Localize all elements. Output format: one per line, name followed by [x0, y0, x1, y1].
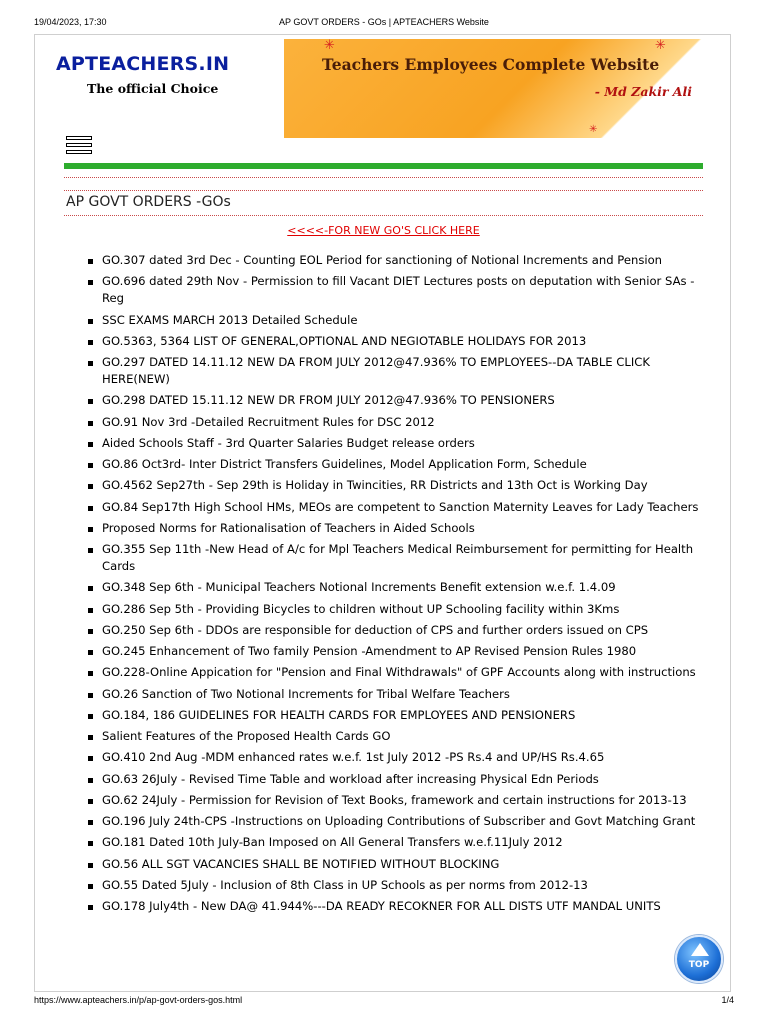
go-list-item[interactable]: GO.298 DATED 15.11.12 NEW DR FROM JULY 2012@47.936% TO PENSIONERS	[87, 392, 715, 409]
arrow-up-icon	[691, 943, 709, 956]
go-list	[87, 252, 715, 919]
print-datetime: 19/04/2023, 17:30	[34, 17, 107, 27]
site-logo[interactable]: APTEACHERS.IN	[56, 53, 230, 75]
go-list-item[interactable]: GO.297 DATED 14.11.12 NEW DA FROM JULY 2012@47.936% TO EMPLOYEES--DA TABLE CLICK HERE(NEW)	[87, 354, 715, 388]
print-header	[0, 0, 768, 32]
go-list-item[interactable]: GO.4562 Sep27th - Sep 29th is Holiday in Twincities, RR Districts and 13th Oct is Working Day	[87, 477, 715, 494]
go-list-item[interactable]: GO.91 Nov 3rd -Detailed Recruitment Rules for DSC 2012	[87, 414, 715, 431]
page-frame	[34, 34, 731, 992]
go-list-item[interactable]: GO.228-Online Appication for "Pension and Final Withdrawals" of GPF Accounts along with instructions	[87, 664, 715, 681]
go-list-item[interactable]: GO.286 Sep 5th - Providing Bicycles to children without UP Schooling facility within 3Kms	[87, 601, 715, 618]
back-to-top-button[interactable]	[675, 935, 723, 983]
go-list-item[interactable]: Salient Features of the Proposed Health Cards GO	[87, 728, 715, 745]
go-list-item[interactable]: GO.307 dated 3rd Dec - Counting EOL Period for sanctioning of Notional Increments and Pension	[87, 252, 715, 269]
go-list-item[interactable]: GO.26 Sanction of Two Notional Increments for Tribal Welfare Teachers	[87, 686, 715, 703]
go-list-item[interactable]: GO.184, 186 GUIDELINES FOR HEALTH CARDS FOR EMPLOYEES AND PENSIONERS	[87, 707, 715, 724]
go-list-item[interactable]: GO.348 Sep 6th - Municipal Teachers Notional Increments Benefit extension w.e.f. 1.4.09	[87, 579, 715, 596]
go-list-item[interactable]: GO.181 Dated 10th July-Ban Imposed on All General Transfers w.e.f.11July 2012	[87, 834, 715, 851]
dotted-divider	[64, 190, 703, 191]
dotted-divider	[64, 215, 703, 216]
new-gos-link[interactable]: <<<<-FOR NEW GO'S CLICK HERE	[287, 224, 480, 237]
go-list-item[interactable]: GO.355 Sep 11th -New Head of A/c for Mpl Teachers Medical Reimbursement for permitting for Health Cards	[87, 541, 715, 575]
go-list-item[interactable]: GO.196 July 24th-CPS -Instructions on Uploading Contributions of Subscriber and Govt Matching Grant	[87, 813, 715, 830]
go-list-item[interactable]: GO.245 Enhancement of Two family Pension -Amendment to AP Revised Pension Rules 1980	[87, 643, 715, 660]
go-list-item[interactable]: GO.63 26July - Revised Time Table and workload after increasing Physical Edn Periods	[87, 771, 715, 788]
go-list-item[interactable]: GO.56 ALL SGT VACANCIES SHALL BE NOTIFIED WITHOUT BLOCKING	[87, 856, 715, 873]
page-title: AP GOVT ORDERS -GOs	[66, 194, 231, 210]
go-list-item[interactable]: GO.696 dated 29th Nov - Permission to fill Vacant DIET Lectures posts on deputation with Senior SAs - Reg	[87, 273, 715, 307]
sparkle-icon: ✳	[589, 124, 598, 135]
dotted-divider	[64, 177, 703, 178]
hamburger-menu-icon[interactable]	[66, 136, 92, 154]
go-list-item[interactable]: GO.410 2nd Aug -MDM enhanced rates w.e.f. 1st July 2012 -PS Rs.4 and UP/HS Rs.4.65	[87, 749, 715, 766]
banner-headline-area	[284, 39, 704, 138]
go-list-item[interactable]: GO.62 24July - Permission for Revision of Text Books, framework and certain instructions for 2013-13	[87, 792, 715, 809]
site-banner[interactable]	[48, 39, 704, 138]
top-label: TOP	[688, 960, 710, 970]
go-list-item[interactable]: GO.55 Dated 5July - Inclusion of 8th Class in UP Schools as per norms from 2012-13	[87, 877, 715, 894]
print-footer	[0, 992, 768, 1024]
go-list-item[interactable]: GO.5363, 5364 LIST OF GENERAL,OPTIONAL AND NEGIOTABLE HOLIDAYS FOR 2013	[87, 333, 715, 350]
print-url: https://www.apteachers.in/p/ap-govt-orders-gos.html	[34, 995, 243, 1005]
go-list-item[interactable]: GO.84 Sep17th High School HMs, MEOs are competent to Sanction Maternity Leaves for Lady Teachers	[87, 499, 715, 516]
go-list-item[interactable]: GO.250 Sep 6th - DDOs are responsible for deduction of CPS and further orders issued on CPS	[87, 622, 715, 639]
go-list-item[interactable]: Aided Schools Staff - 3rd Quarter Salaries Budget release orders	[87, 435, 715, 452]
print-page-number: 1/4	[721, 995, 734, 1005]
go-list-item[interactable]: GO.178 July4th - New DA@ 41.944%---DA READY RECOKNER FOR ALL DISTS UTF MANDAL UNITS	[87, 898, 715, 915]
print-page-title: AP GOVT ORDERS - GOs | APTEACHERS Website	[279, 17, 489, 27]
sparkle-icon: ✳	[324, 38, 335, 53]
go-list-item[interactable]: SSC EXAMS MARCH 2013 Detailed Schedule	[87, 312, 715, 329]
go-list-item[interactable]: Proposed Norms for Rationalisation of Teachers in Aided Schools	[87, 520, 715, 537]
sparkle-icon: ✳	[655, 38, 666, 53]
banner-brand-area	[48, 39, 284, 138]
site-tagline: The official Choice	[87, 81, 219, 96]
site-headline: Teachers Employees Complete Website	[322, 55, 660, 74]
green-divider	[64, 163, 703, 169]
go-list-item[interactable]: GO.86 Oct3rd- Inter District Transfers Guidelines, Model Application Form, Schedule	[87, 456, 715, 473]
site-author: - Md Zakir Ali	[594, 84, 692, 99]
